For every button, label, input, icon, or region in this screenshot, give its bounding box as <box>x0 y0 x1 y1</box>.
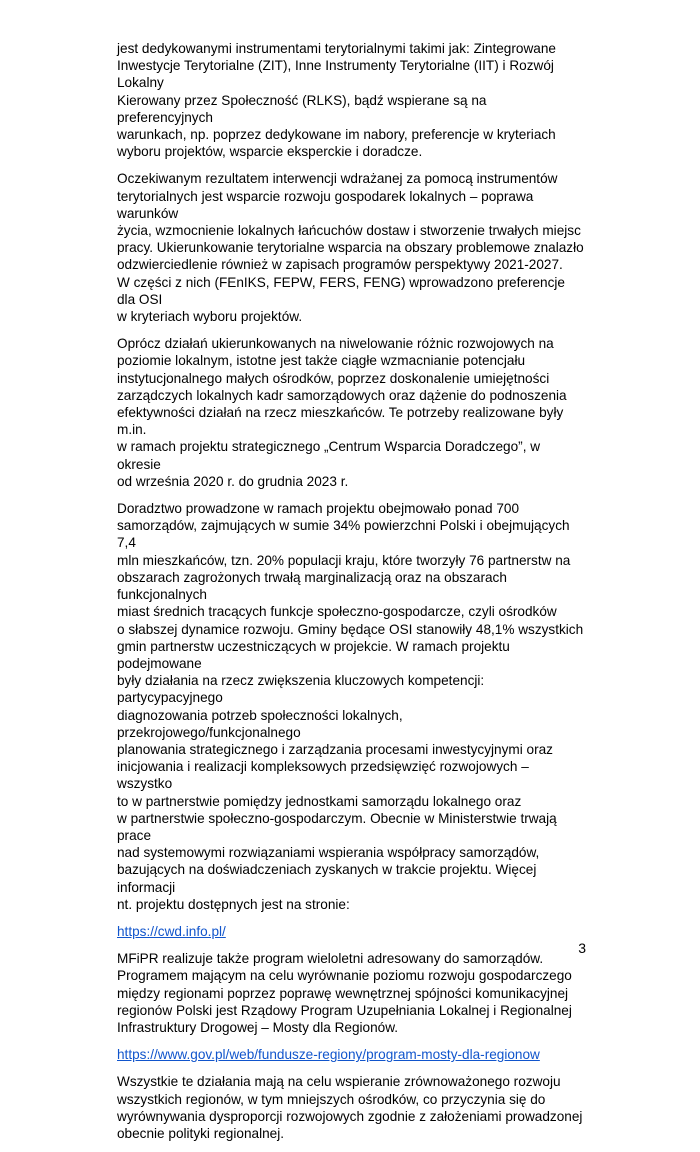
paragraph-summary: Wszystkie te działania mają na celu wspieranie zrównoważonego rozwoju wszystkich regionów, w tym mniejszych ośrodków, co przyczynia się do wyrównywania dysproporcji rozwojowych zgodnie z założeniami prowadzonej obecnie polityki regionalnej. <box>117 1074 583 1141</box>
paragraph-advisory: Doradztwo prowadzone w ramach projektu obejmowało ponad 700 samorządów, zajmujących w sumie 34% powierzchni Polski i obejmujących 7,4 mln mieszkańców, tzn. 20% populacji kraju, które tworzyły 76 partnerstw na obszarach zagrożonych trwałą marginalizacją oraz na obszarach funkcjonalnych miast średnich tracących funkcje społeczno-gospodarcze, czyli ośrodków o słabszej dynamice rozwoju. Gminy będące OSI stanowiły 48,1% wszystkich gmin partnerstw uczestniczących w projekcie. W ramach projektu podejmowane były działania na rzecz zwiększenia kluczowych kompetencji: partycypacyjnego diagnozowania potrzeb społeczności lokalnych, przekrojowego/funkcjonalnego planowania strategicznego i zarządzania procesami inwestycyjnymi oraz inicjowania i realizacji kompleksowych przedsięwzięć rozwojowych – wszystko to w partnerstwie pomiędzy jednostkami samorządu lokalnego oraz w partnerstwie społeczno-gospodarczym. Obecnie w Ministerstwie trwają prace nad systemowymi rozwiązaniami wspierania współpracy samorządów, bazujących na doświadczeniach zyskanych w trakcie projektu. Więcej informacji nt. projektu dostępnych jest na stronie: <box>117 501 584 912</box>
link-cwd[interactable]: https://cwd.info.pl/ <box>117 923 226 939</box>
paragraph-mfipr-program: MFiPR realizuje także program wieloletni adresowany do samorządów. Programem mającym na celu wyrównanie poziomu rozwoju gospodarczego między regionami poprzez poprawę wewnętrznej spójności komunikacyjnej regionów Polski jest Rządowy Program Uzupełniania Lokalnej i Regionalnej Infrastruktury Drogowej – Mosty dla Regionów. <box>117 951 572 1035</box>
link-mosty-dla-regionow[interactable]: https://www.gov.pl/web/fundusze-regiony/program-mosty-dla-regionow <box>117 1047 540 1063</box>
paragraph-expected-results: Oczekiwanym rezultatem interwencji wdrażanej za pomocą instrumentów terytorialnych jest wsparcie rozwoju gospodarek lokalnych – poprawa warunków życia, wzmocnienie lokalnych łańcuchów dostaw i stworzenie trwałych miejsc pracy. Ukierunkowanie terytorialne wsparcia na obszary problemowe znalazło odzwierciedlenie również w zapisach programów perspektywy 2021-2027. W części z nich (FEnIKS, FEPW, FERS, FENG) wprowadzono preferencje dla OSI w kryteriach wyboru projektów. <box>117 171 584 325</box>
paragraph-instruments: jest dedykowanymi instrumentami terytorialnymi takimi jak: Zintegrowane Inwestycje Terytorialne (ZIT), Inne Instrumenty Terytorialne (IIT) i Rozwój Lokalny Kierowany przez Społeczność (RLKS), bądź wspierane są na preferencyjnych warunkach, np. poprzez dedykowane im nabory, preferencje w kryteriach wyboru projektów, wsparcie eksperckie i doradcze. <box>117 41 556 160</box>
document-body <box>117 40 585 1152</box>
page-number: 3 <box>578 940 586 956</box>
paragraph-institutional-capacity: Oprócz działań ukierunkowanych na niwelowanie różnic rozwojowych na poziomie lokalnym, istotne jest także ciągłe wzmacnianie potencjału instytucjonalnego małych ośrodków, poprzez doskonalenie umiejętności zarządczych lokalnych kadr samorządowych oraz dążenie do podnoszenia efektywności działań na rzecz mieszkańców. Te potrzeby realizowane były m.in. w ramach projektu strategicznego „Centrum Wsparcia Doradczego”, w okresie od września 2020 r. do grudnia 2023 r. <box>117 336 567 489</box>
